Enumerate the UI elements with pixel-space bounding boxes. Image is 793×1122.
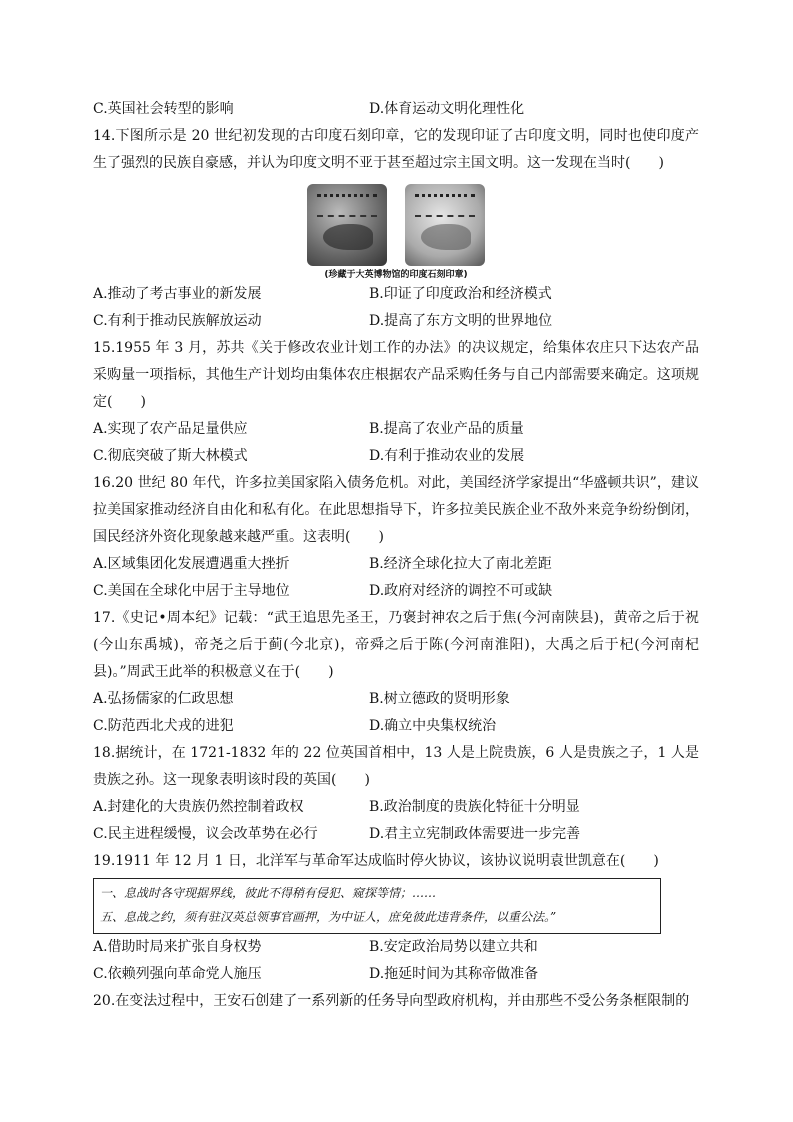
answer-option: B.提高了农业产品的质量 bbox=[369, 421, 524, 437]
answer-options-row bbox=[93, 934, 699, 961]
seal-figure bbox=[93, 184, 699, 281]
answer-options-row bbox=[93, 578, 699, 605]
answer-option: A.实现了农产品足量供应 bbox=[93, 421, 248, 437]
answer-option: C.民主进程缓慢，议会改革势在必行 bbox=[93, 826, 318, 842]
answer-option: D.拖延时间为其称帝做准备 bbox=[369, 966, 539, 982]
answer-option: C.彻底突破了斯大林模式 bbox=[93, 448, 248, 464]
answer-option: D.体育运动文明化理性化 bbox=[369, 101, 525, 117]
answer-options-row bbox=[93, 551, 699, 578]
answer-option: D.确立中央集权统治 bbox=[369, 718, 497, 734]
answer-option: D.君主立宪制政体需要进一步完善 bbox=[369, 826, 581, 842]
seal-image-left bbox=[307, 184, 387, 266]
question-text: 15.1955 年 3 月，苏共《关于修改农业计划工作的办法》的决议规定，给集体农庄只下达农产品采购量一项指标，其他生产计划均由集体农庄根据农产品采购任务与自己内部需要来确定。这项规定( ) bbox=[93, 340, 699, 410]
answer-option: C.英国社会转型的影响 bbox=[93, 101, 234, 117]
answer-options-row bbox=[93, 416, 699, 443]
quoted-agreement-box bbox=[93, 878, 661, 934]
answer-option: C.有利于推动民族解放运动 bbox=[93, 313, 262, 329]
document-page bbox=[93, 96, 699, 1015]
seal-image-right bbox=[405, 184, 485, 266]
answer-option: B.树立德政的贤明形象 bbox=[369, 691, 510, 707]
answer-option: A.区域集团化发展遭遇重大挫折 bbox=[93, 556, 290, 572]
answer-options-row bbox=[93, 713, 699, 740]
quote-line: 一、息战时各守现据界线，彼此不得稍有侵犯、窥探等情；…… bbox=[100, 886, 437, 900]
question-text: 14.下图所示是 20 世纪初发现的古印度石刻印章，它的发现印证了古印度文明，同时也使印度产生了强烈的民族自豪感，并认为印度文明不亚于甚至超过宗主国文明。这一发现在当时( ) bbox=[93, 128, 699, 171]
answer-options-row bbox=[93, 308, 699, 335]
question-text: 17.《史记•周本纪》记载：“武王追思先圣王，乃褒封神农之后于焦(今河南陕县)，黄帝之后于祝(今山东禹城)，帝尧之后于蓟(今北京)，帝舜之后于陈(今河南淮阳)，大禹之后于杞(今河南杞县)。”周武王此举的积极意义在于( ) bbox=[93, 610, 699, 680]
figure-caption: (珍藏于大英博物馆的印度石刻印章) bbox=[324, 270, 468, 280]
answer-option: D.政府对经济的调控不可或缺 bbox=[369, 583, 553, 599]
answer-options-row bbox=[93, 686, 699, 713]
answer-option: B.经济全球化拉大了南北差距 bbox=[369, 556, 552, 572]
answer-option: A.借助时局来扩张自身权势 bbox=[93, 939, 262, 955]
answer-option: A.推动了考古事业的新发展 bbox=[93, 286, 262, 302]
answer-option: A.封建化的大贵族仍然控制着政权 bbox=[93, 799, 304, 815]
answer-option: D.提高了东方文明的世界地位 bbox=[369, 313, 553, 329]
question-text: 19.1911 年 12 月 1 日，北洋军与革命军达成临时停火协议，该协议说明袁世凯意在( ) bbox=[93, 853, 659, 869]
quote-line: 五、息战之约，须有驻汉英总领事官画押，为中证人，庶免彼此违背条件，以重公法。” bbox=[100, 910, 557, 924]
answer-option: C.防范西北犬戎的进犯 bbox=[93, 718, 234, 734]
answer-options-row bbox=[93, 281, 699, 308]
question-text: 16.20 世纪 80 年代，许多拉美国家陷入债务危机。对此，美国经济学家提出“华盛顿共识”，建议拉美国家推动经济自由化和私有化。在此思想指导下，许多拉美民族企业不敌外来竞争纷纷倒闭，国民经济外资化现象越来越严重。这表明( ) bbox=[93, 475, 699, 545]
answer-option: A.弘扬儒家的仁政思想 bbox=[93, 691, 234, 707]
question-text: 18.据统计，在 1721-1832 年的 22 位英国首相中，13 人是上院贵族，6 人是贵族之子，1 人是贵族之孙。这一现象表明该时段的英国( ) bbox=[93, 745, 699, 788]
answer-options-row bbox=[93, 794, 699, 821]
answer-options-row bbox=[93, 961, 699, 988]
answer-option: B.印证了印度政治和经济模式 bbox=[369, 286, 552, 302]
answer-option: D.有利于推动农业的发展 bbox=[369, 448, 525, 464]
answer-option: B.政治制度的贵族化特征十分明显 bbox=[369, 799, 580, 815]
answer-options-row bbox=[93, 443, 699, 470]
question-text: 20.在变法过程中，王安石创建了一系列新的任务导向型政府机构，并由那些不受公务条框限制的 bbox=[93, 993, 690, 1009]
answer-option: C.依赖列强向革命党人施压 bbox=[93, 966, 262, 982]
answer-option: C.美国在全球化中居于主导地位 bbox=[93, 583, 290, 599]
answer-options-row bbox=[93, 821, 699, 848]
answer-option: B.安定政治局势以建立共和 bbox=[369, 939, 538, 955]
answer-options-row bbox=[93, 96, 699, 123]
